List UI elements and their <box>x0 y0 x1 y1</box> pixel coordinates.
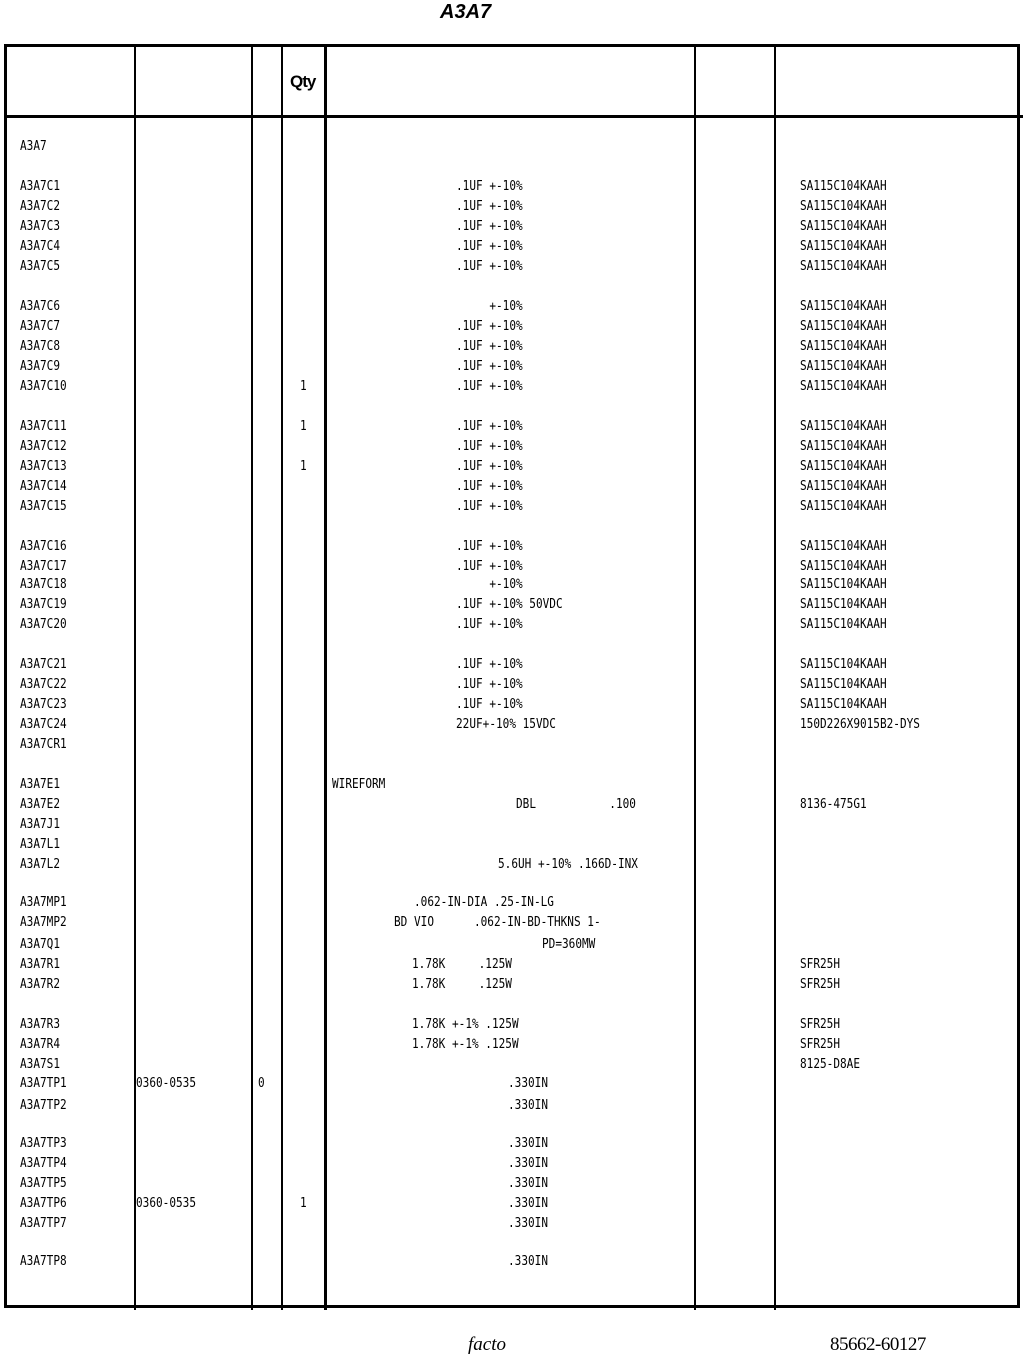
part-ref: A3A7C14 <box>20 478 67 494</box>
description: .330IN <box>508 1097 549 1113</box>
description: .330IN <box>508 1175 549 1191</box>
part-ref: A3A7R2 <box>20 976 61 992</box>
col-divider-3 <box>281 44 283 1310</box>
quantity: 1 <box>300 458 307 474</box>
footer-word: facto <box>468 1334 506 1355</box>
part-ref: A3A7MP2 <box>20 914 67 930</box>
part-ref: A3A7C5 <box>20 258 61 274</box>
part-ref: A3A7C9 <box>20 358 61 374</box>
description: .330IN <box>508 1155 549 1171</box>
part-ref: A3A7C15 <box>20 498 67 514</box>
description: .1UF +-10% <box>456 616 523 632</box>
part-ref: A3A7C6 <box>20 298 61 314</box>
part-ref: A3A7L1 <box>20 836 61 852</box>
description: .1UF +-10% <box>456 676 523 692</box>
mfr-part-number: SA115C104KAAH <box>800 616 887 632</box>
description: .1UF +-10% <box>456 696 523 712</box>
mfr-part-number: SA115C104KAAH <box>800 198 887 214</box>
part-ref: A3A7C23 <box>20 696 67 712</box>
description: .1UF +-10% <box>456 538 523 554</box>
description: .1UF +-10% <box>456 198 523 214</box>
part-ref: A3A7C19 <box>20 596 67 612</box>
part-ref: A3A7R3 <box>20 1016 61 1032</box>
description: .1UF +-10% <box>456 478 523 494</box>
mfr-part-number: SA115C104KAAH <box>800 218 887 234</box>
description: .1UF +-10% <box>456 258 523 274</box>
mfr-part-number: SA115C104KAAH <box>800 676 887 692</box>
description: .330IN <box>508 1215 549 1231</box>
part-ref: A3A7C8 <box>20 338 61 354</box>
part-ref: A3A7Q1 <box>20 936 61 952</box>
mfr-part-number: SFR25H <box>800 976 841 992</box>
description: 1.78K +-1% .125W <box>412 1016 519 1032</box>
description: .1UF +-10% <box>456 318 523 334</box>
description: +-10% <box>456 576 523 592</box>
mfr-part-number: SA115C104KAAH <box>800 478 887 494</box>
mfr-part-number: SA115C104KAAH <box>800 258 887 274</box>
part-ref: A3A7R4 <box>20 1036 61 1052</box>
description: .1UF +-10% <box>456 656 523 672</box>
description: WIREFORM <box>332 776 386 792</box>
part-ref: A3A7C2 <box>20 198 61 214</box>
part-ref: A3A7E1 <box>20 776 61 792</box>
part-ref: A3A7TP5 <box>20 1175 67 1191</box>
description: .330IN <box>508 1195 549 1211</box>
mfr-part-number: SA115C104KAAH <box>800 438 887 454</box>
mfr-part-number: SA115C104KAAH <box>800 378 887 394</box>
part-ref: A3A7C7 <box>20 318 61 334</box>
part-ref: A3A7C11 <box>20 418 67 434</box>
part-ref: A3A7C4 <box>20 238 61 254</box>
quantity: 1 <box>300 378 307 394</box>
col-divider-1 <box>134 44 136 1310</box>
description: 1.78K +-1% .125W <box>412 1036 519 1052</box>
mfr-part-number: SA115C104KAAH <box>800 538 887 554</box>
mfr-part-number: SA115C104KAAH <box>800 238 887 254</box>
part-ref: A3A7C20 <box>20 616 67 632</box>
description: .1UF +-10% <box>456 358 523 374</box>
header-divider <box>4 115 1023 118</box>
mfr-part-number: SA115C104KAAH <box>800 338 887 354</box>
part-ref: A3A7C16 <box>20 538 67 554</box>
description: PD=360MW <box>542 936 596 952</box>
col-divider-6 <box>774 44 776 1310</box>
part-ref: A3A7TP3 <box>20 1135 67 1151</box>
description: DBL .100 <box>516 796 636 812</box>
col-divider-4 <box>324 44 327 1310</box>
description: .1UF +-10% <box>456 418 523 434</box>
mfr-part-number: SA115C104KAAH <box>800 178 887 194</box>
mfr-part-number: 8136-475G1 <box>800 796 867 812</box>
mfr-part-number: SFR25H <box>800 1016 841 1032</box>
mfr-part-number: SA115C104KAAH <box>800 498 887 514</box>
description: .1UF +-10% <box>456 458 523 474</box>
description: .1UF +-10% <box>456 218 523 234</box>
part-number: 0360-0535 <box>136 1195 196 1211</box>
description: .330IN <box>508 1253 549 1269</box>
part-ref: A3A7TP4 <box>20 1155 67 1171</box>
mfr-part-number: SFR25H <box>800 1036 841 1052</box>
mfr-part-number: SA115C104KAAH <box>800 358 887 374</box>
description: .1UF +-10% <box>456 438 523 454</box>
part-ref: A3A7TP2 <box>20 1097 67 1113</box>
part-ref: A3A7C1 <box>20 178 61 194</box>
part-ref: A3A7J1 <box>20 816 61 832</box>
part-ref: A3A7C18 <box>20 576 67 592</box>
part-ref: A3A7TP6 <box>20 1195 67 1211</box>
mfr-part-number: SA115C104KAAH <box>800 576 887 592</box>
part-ref: A3A7C10 <box>20 378 67 394</box>
mfr-part-number: SA115C104KAAH <box>800 418 887 434</box>
part-ref: A3A7C17 <box>20 558 67 574</box>
description: .330IN <box>508 1075 549 1091</box>
description: +-10% <box>456 298 523 314</box>
col-divider-2 <box>251 44 253 1310</box>
description: 5.6UH +-10% .166D-INX <box>498 856 638 872</box>
mfr-part-number: 8125-D8AE <box>800 1056 860 1072</box>
part-ref: A3A7C13 <box>20 458 67 474</box>
part-ref: A3A7S1 <box>20 1056 61 1072</box>
quantity: 1 <box>300 1195 307 1211</box>
description: 1.78K .125W <box>412 976 512 992</box>
footer-part-number: 85662-60127 <box>830 1334 926 1355</box>
part-ref: A3A7TP7 <box>20 1215 67 1231</box>
mfr-part-number: SA115C104KAAH <box>800 318 887 334</box>
check-digit: 0 <box>258 1075 265 1091</box>
description: .1UF +-10% <box>456 338 523 354</box>
description: 22UF+-10% 15VDC <box>456 716 556 732</box>
mfr-part-number: SA115C104KAAH <box>800 298 887 314</box>
part-ref: A3A7C22 <box>20 676 67 692</box>
part-ref: A3A7 <box>20 138 47 154</box>
page-title: A3A7 <box>440 1 492 23</box>
part-ref: A3A7C24 <box>20 716 67 732</box>
mfr-part-number: SA115C104KAAH <box>800 596 887 612</box>
description: .1UF +-10% <box>456 498 523 514</box>
description: 1.78K .125W <box>412 956 512 972</box>
description: .1UF +-10% 50VDC <box>456 596 563 612</box>
description: .1UF +-10% <box>456 378 523 394</box>
mfr-part-number: SA115C104KAAH <box>800 656 887 672</box>
part-ref: A3A7E2 <box>20 796 61 812</box>
mfr-part-number: SA115C104KAAH <box>800 558 887 574</box>
part-ref: A3A7MP1 <box>20 894 67 910</box>
description: .062-IN-DIA .25-IN-LG <box>414 894 554 910</box>
description: .1UF +-10% <box>456 558 523 574</box>
mfr-part-number: SFR25H <box>800 956 841 972</box>
description: .1UF +-10% <box>456 238 523 254</box>
header-qty: Qty <box>290 72 316 91</box>
mfr-part-number: SA115C104KAAH <box>800 696 887 712</box>
part-ref: A3A7C12 <box>20 438 67 454</box>
mfr-part-number: SA115C104KAAH <box>800 458 887 474</box>
description: .1UF +-10% <box>456 178 523 194</box>
part-ref: A3A7CR1 <box>20 736 67 752</box>
mfr-part-number: 150D226X9015B2-DYS <box>800 716 920 732</box>
col-divider-5 <box>694 44 696 1310</box>
part-ref: A3A7TP8 <box>20 1253 67 1269</box>
part-ref: A3A7R1 <box>20 956 61 972</box>
part-ref: A3A7C21 <box>20 656 67 672</box>
description: .330IN <box>508 1135 549 1151</box>
part-number: 0360-0535 <box>136 1075 196 1091</box>
description: BD VIO .062-IN-BD-THKNS 1- <box>394 914 601 930</box>
quantity: 1 <box>300 418 307 434</box>
part-ref: A3A7TP1 <box>20 1075 67 1091</box>
part-ref: A3A7L2 <box>20 856 61 872</box>
part-ref: A3A7C3 <box>20 218 61 234</box>
